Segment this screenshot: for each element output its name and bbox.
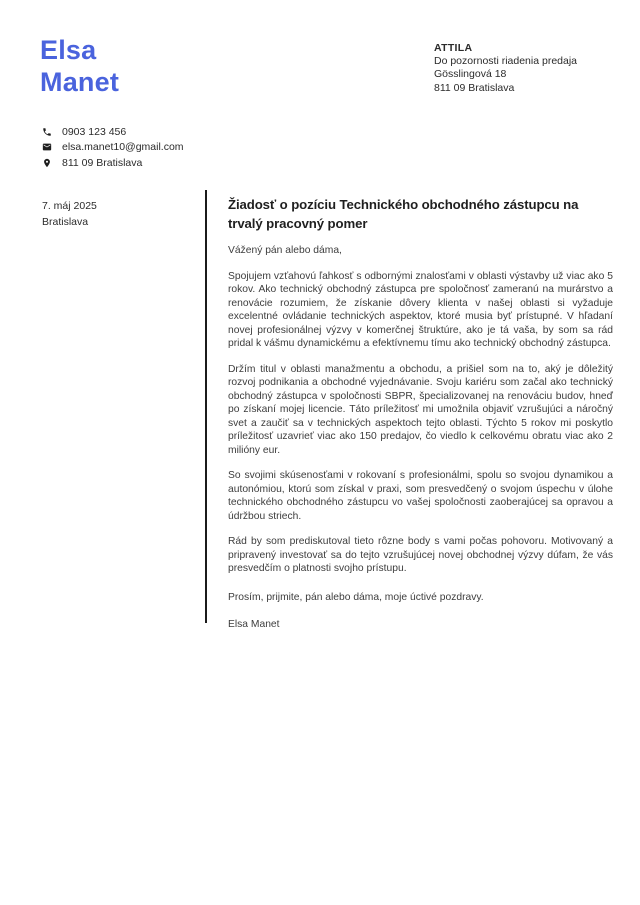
letter-paragraph: Rád by som prediskutoval tieto rôzne body s vami počas pohovoru. Motivovaný a pripravený investovať sa do tejto vzrušujúcej novej obchodnej výzvy dúfam, že vás presvedčím o platnosti svojho prístupu.: [228, 536, 613, 574]
contact-email-row: [41, 140, 184, 156]
contact-email-value: elsa.manet10@gmail.com: [62, 141, 184, 154]
recipient-line: Do pozornosti riadenia predaja: [434, 55, 578, 68]
recipient-name: ATTILA: [434, 42, 473, 54]
phone-icon: [41, 126, 52, 137]
sender-name: [40, 34, 119, 98]
letter-paragraph: So svojimi skúsenosťami v rokovaní s profesionálmi, spolu so svojou dynamikou a autonómiou, ktorú som získal v praxi, som presvedčený o svojom úspechu v úlohe technického obchodného zástupcu vo vašej spoločnosti zaoberajúcej sa opravou a údržbou striech.: [228, 470, 613, 522]
letter-signature: Elsa Manet: [228, 619, 280, 630]
letter-paragraph: Spojujem vzťahovú ľahkosť s odbornými znalosťami v oblasti výstavby už viac ako 5 rokov. Ako technický obchodný zástupca pre spoločnosť zameranú na murárstvo a renovácie rozumiem, že získanie dôvery klienta v našej oblasti si vyžaduje excelentné ovládanie technických aspektov, ktoré musia byť prístupné. V hľadaní novej profesionálnej výzvy v komerčnej štruktúre, ako je tá vaša, by som sa rád pridal k vášmu dynamickému a efektívnemu tímu ako technický obchodný zástupca.: [228, 270, 613, 349]
location-pin-icon: [41, 157, 52, 168]
contact-phone-value: 0903 123 456: [62, 125, 127, 138]
contact-address-value: 811 09 Bratislava: [62, 156, 143, 169]
letter-date: 7. máj 2025: [42, 200, 97, 212]
email-icon: [41, 142, 52, 153]
letter-greeting: Vážený pán alebo dáma,: [228, 245, 342, 256]
letter-body: [228, 196, 613, 632]
contact-block: [41, 124, 184, 171]
recipient-line: 811 09 Bratislava: [434, 81, 515, 94]
contact-phone-row: [41, 124, 184, 140]
letter-place: Bratislava: [42, 215, 89, 228]
recipient-line: Gösslingová 18: [434, 68, 507, 81]
letter-subject: Žiadosť o pozíciu Technického obchodného zástupcu na trvalý pracovný pomer: [228, 197, 579, 231]
letter-paragraph: Držím titul v oblasti manažmentu a obchodu, a prišiel som na to, aký je dôležitý rozvoj podnikania a obchodné vyjednávanie. Svoju kariéru som začal ako technický obchodný zástupca v spoločnosti SBPR, špecializovanej na renováciu budov, hneď po získaní mojej licencie. Táto príležitosť mi umožnila objaviť vzrušujúci a náročný svet a zaučiť sa v technických aspektoch tejto oblasti. Týchto 5 rokov mi poskytlo príležitosť uzavrieť viac ako 150 predajov, čo viedlo k celkovému obratu viac ako 2 milióny eur.: [228, 363, 613, 456]
date-place-block: [42, 199, 97, 230]
sender-last-name: Manet: [40, 67, 120, 97]
vertical-divider: [205, 190, 207, 623]
recipient-block: [434, 42, 577, 95]
contact-address-row: [41, 155, 184, 171]
letter-closing: Prosím, prijmite, pán alebo dáma, moje úctivé pozdravy.: [228, 591, 484, 603]
sender-first-name: Elsa: [40, 35, 97, 65]
